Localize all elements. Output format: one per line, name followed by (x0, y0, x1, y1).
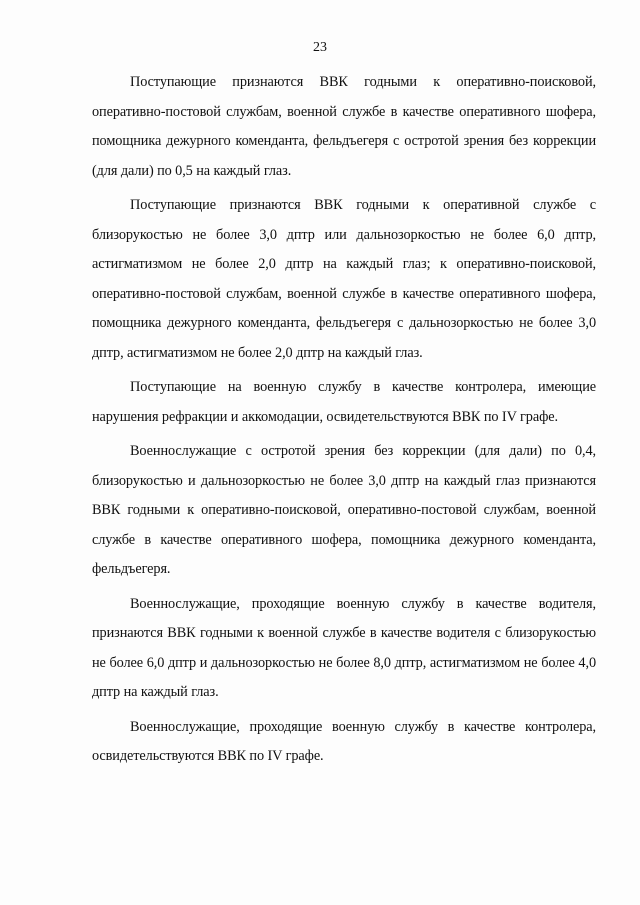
paragraph-1: Поступающие признаются ВВК годными к оперативно-поисковой, оперативно-постовой службам, военной службе в качестве оперативного шофера, помощника дежурного коменданта, фельдъегеря с остротой зрения без коррекции (для дали) по 0,5 на каждый глаз. (92, 74, 596, 179)
paragraph-2: Поступающие признаются ВВК годными к оперативной службе с близорукостью не более 3,0 дптр или дальнозоркостью не более 6,0 дптр, астигматизмом не более 2,0 дптр на каждый глаз; к оперативно-поисковой, оперативно-постовой службам, военной службе в качестве оперативного шофера, помощника дежурного коменданта, фельдъегеря с дальнозоркостью не более 3,0 дптр, астигматизмом не более 2,0 дптр на каждый глаз. (92, 197, 596, 361)
page-number: 23 (313, 40, 327, 55)
document-body (92, 68, 596, 777)
paragraph-3: Поступающие на военную службу в качестве контролера, имеющие нарушения рефракции и аккомодации, освидетельствуются ВВК по IV графе. (92, 379, 596, 425)
paragraph-5: Военнослужащие, проходящие военную службу в качестве водителя, признаются ВВК годными к военной службе в качестве водителя с близорукостью не более 6,0 дптр и дальнозоркостью не более 8,0 дптр, астигматизмом не более 4,0 дптр на каждый глаз. (92, 595, 596, 700)
paragraph-6: Военнослужащие, проходящие военную службу в качестве контролера, освидетельствуются ВВК по IV графе. (92, 718, 596, 764)
paragraph-4: Военнослужащие с остротой зрения без коррекции (для дали) по 0,4, близорукостью и дальнозоркостью не более 3,0 дптр на каждый глаз признаются ВВК годными к оперативно-поисковой, оперативно-постовой службам, военной службе в качестве оперативного шофера, помощника дежурного коменданта, фельдъегеря. (92, 443, 596, 577)
